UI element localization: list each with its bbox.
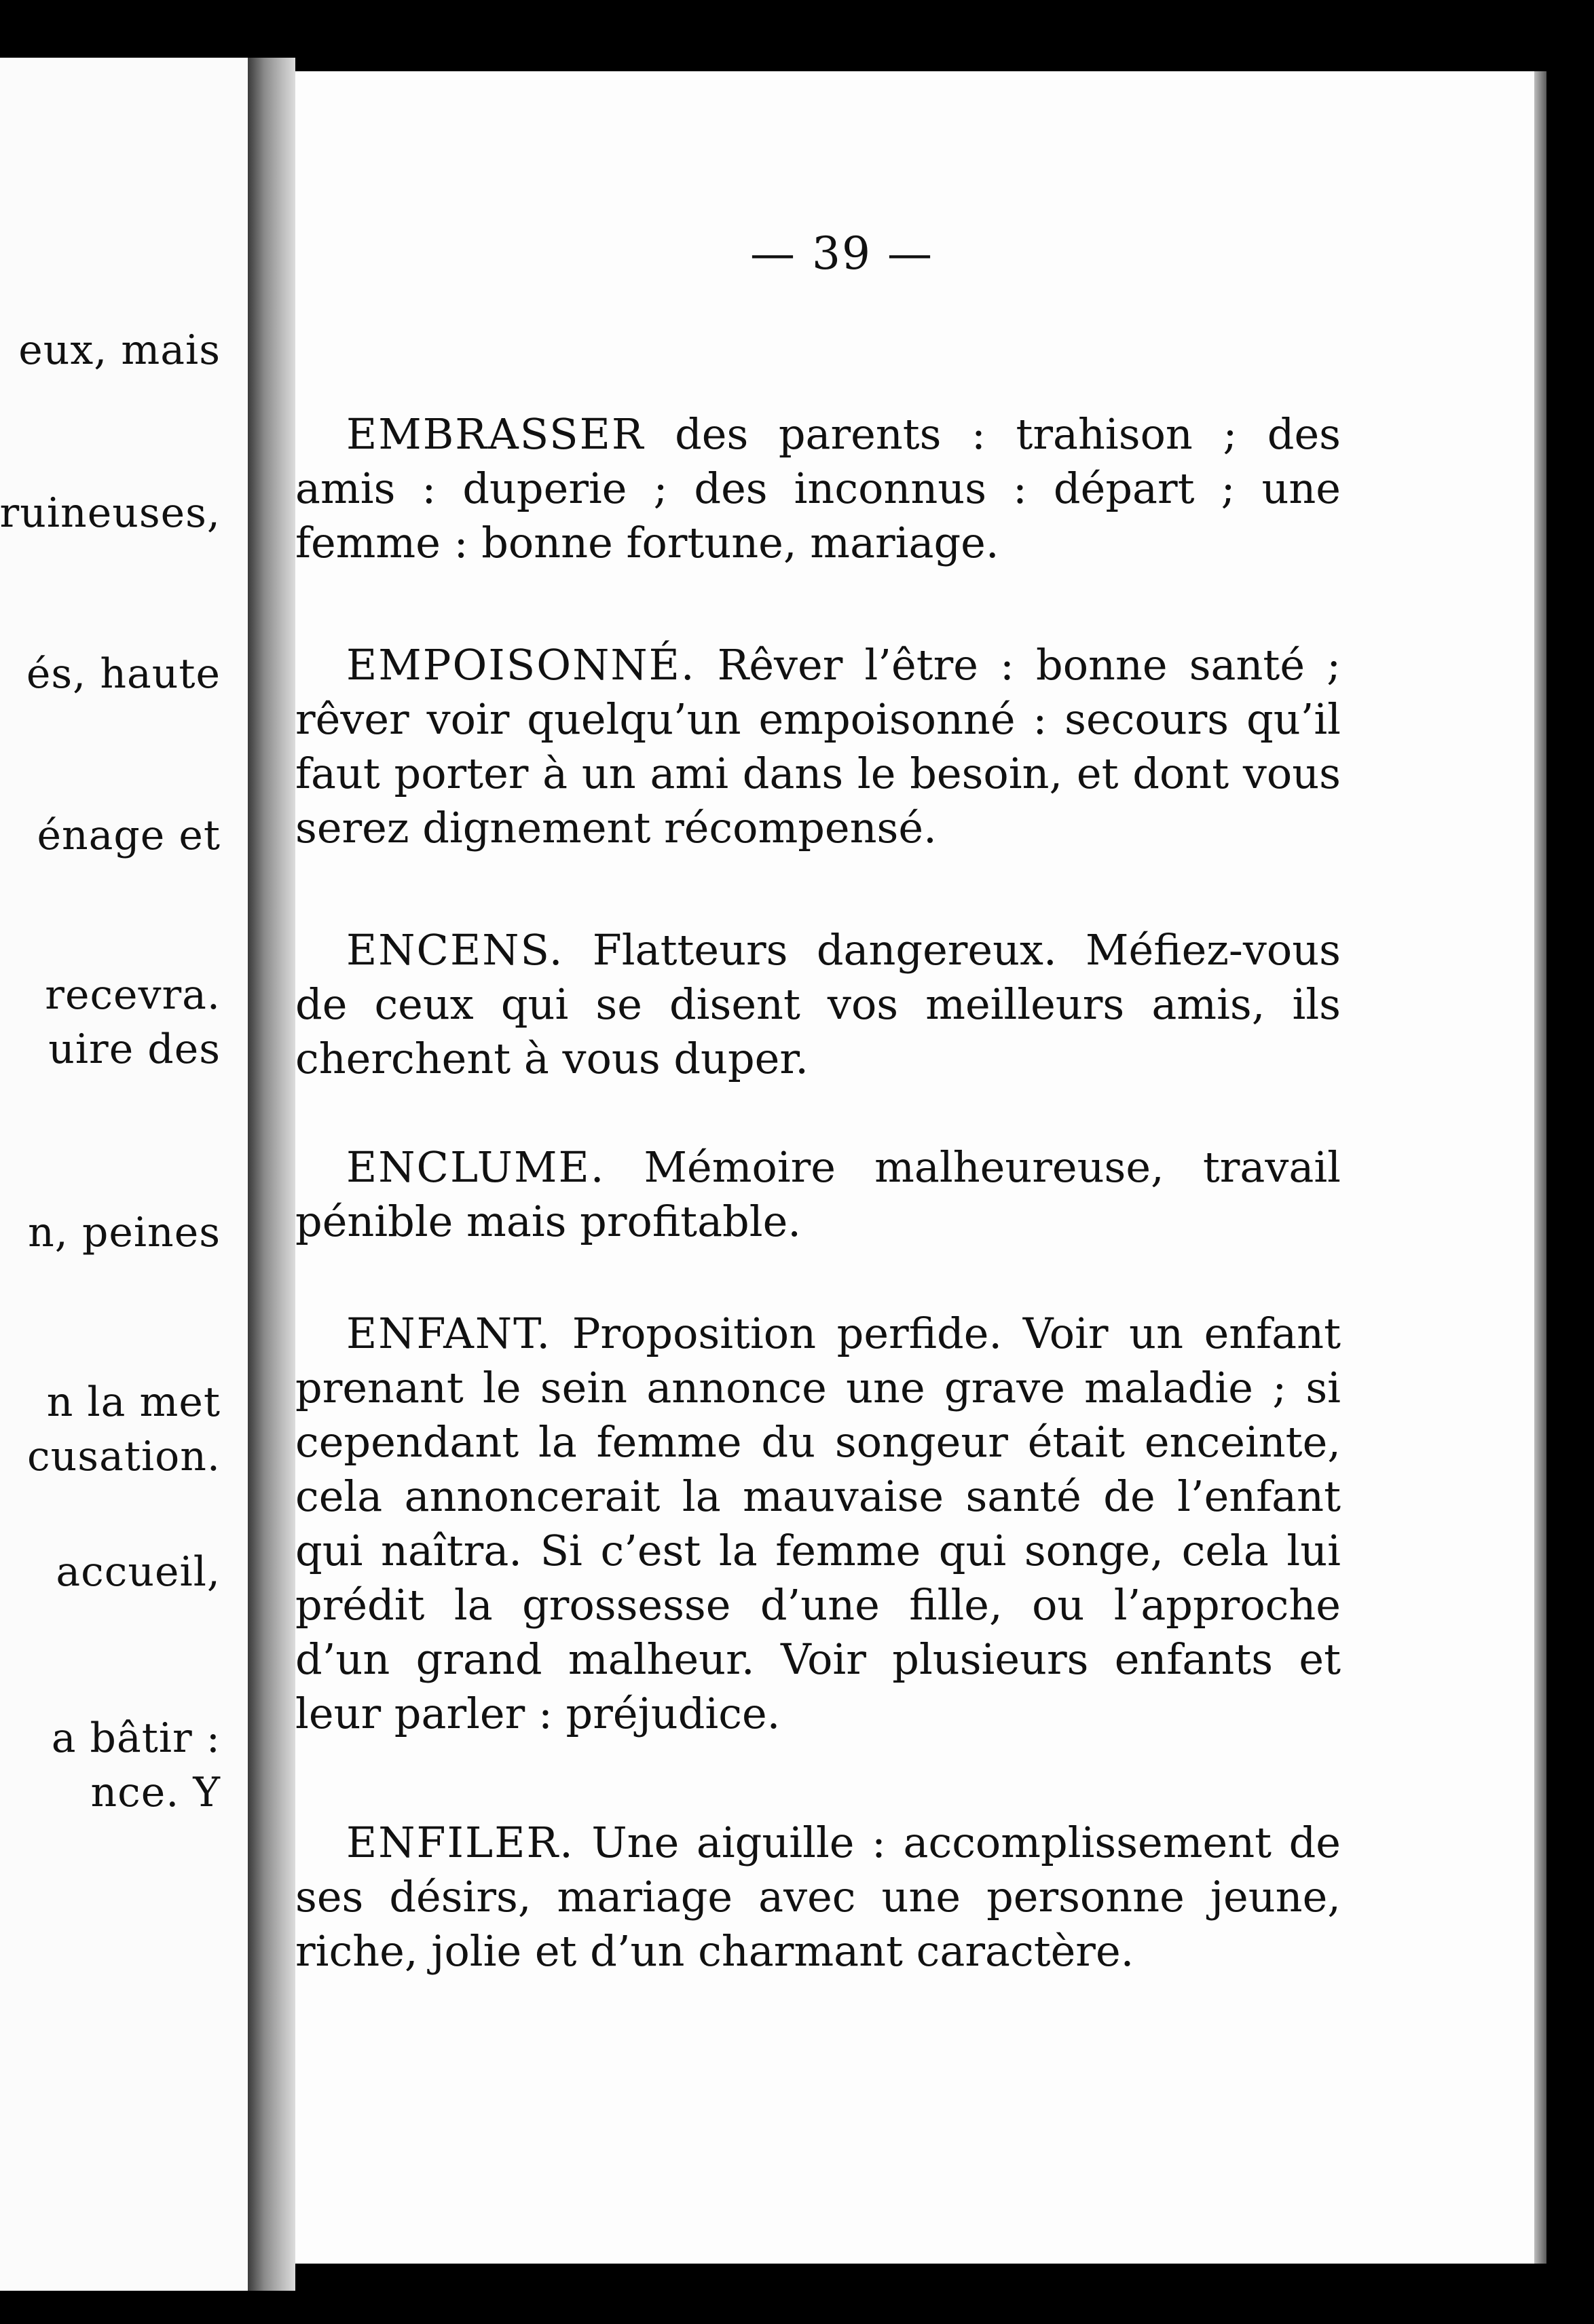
left-page-line: nce. Y xyxy=(90,1769,221,1816)
left-page-line: eux, mais xyxy=(18,326,221,374)
entry-headword: EMBRASSER xyxy=(346,409,645,459)
entry-text: des parents : trahison ; des amis : duperie ; des inconnus : départ ; une femme : bonne fortune, mariage. xyxy=(295,409,1341,567)
dictionary-entry xyxy=(295,1307,1341,1741)
entry-headword: EMPOISONNÉ. xyxy=(346,640,696,690)
entry-text: Mémoire malheureuse, travail pénible mais profitable. xyxy=(295,1142,1341,1246)
left-page-line: és, haute xyxy=(26,650,221,698)
left-page-line: accueil, xyxy=(56,1548,221,1596)
entry-headword: ENFANT. xyxy=(346,1309,552,1358)
left-page-line: cusation. xyxy=(27,1433,221,1480)
page-number: — 39 — xyxy=(750,227,933,280)
dictionary-entry xyxy=(295,1816,1341,1979)
entry-text: Flatteurs dangereux. Méfiez-vous de ceux qui se disent vos meilleurs amis, ils cherchent à vous duper. xyxy=(295,925,1341,1083)
dictionary-entry xyxy=(295,1140,1341,1249)
entry-text: Une aiguille : accomplissement de ses désirs, mariage avec une personne jeune, riche, jolie et d’un charmant caractère. xyxy=(295,1818,1341,1976)
left-page-line: n la met xyxy=(46,1379,221,1426)
current-page xyxy=(295,71,1534,2264)
dictionary-entry xyxy=(295,407,1341,570)
entry-text: Rêver l’être : bonne santé ; rêver voir quelqu’un empoisonné : secours qu’il faut porter à un ami dans le besoin, et dont vous serez dignement récompensé. xyxy=(295,640,1341,852)
entry-text: Proposition perfide. Voir un enfant prenant le sein annonce une grave maladie ; si cependant la femme du songeur était enceinte, cela annoncerait la mauvaise santé de l’enfant qui naîtra. Si c’est la femme qui songe, cela lui prédit la grossesse d’une fille, ou l’approche d’un grand malheur. Voir plusieurs enfants et leur parler : préjudice. xyxy=(295,1309,1341,1738)
left-page-line: uire des xyxy=(48,1026,221,1073)
dictionary-entry xyxy=(295,923,1341,1086)
entry-headword: ENCLUME. xyxy=(346,1142,606,1192)
left-page-line: énage et xyxy=(37,812,221,859)
page-edge xyxy=(1534,71,1546,2264)
left-page-line: recevra. xyxy=(45,971,221,1019)
left-page-line: ruineuses, xyxy=(0,489,221,537)
dictionary-entry xyxy=(295,638,1341,855)
book-gutter xyxy=(248,58,295,2291)
entry-headword: ENFILER. xyxy=(346,1818,574,1867)
entry-headword: ENCENS. xyxy=(346,925,564,975)
previous-page-fragment xyxy=(0,58,248,2291)
left-page-line: n, peines xyxy=(28,1209,221,1256)
left-page-line: a bâtir : xyxy=(51,1714,221,1762)
